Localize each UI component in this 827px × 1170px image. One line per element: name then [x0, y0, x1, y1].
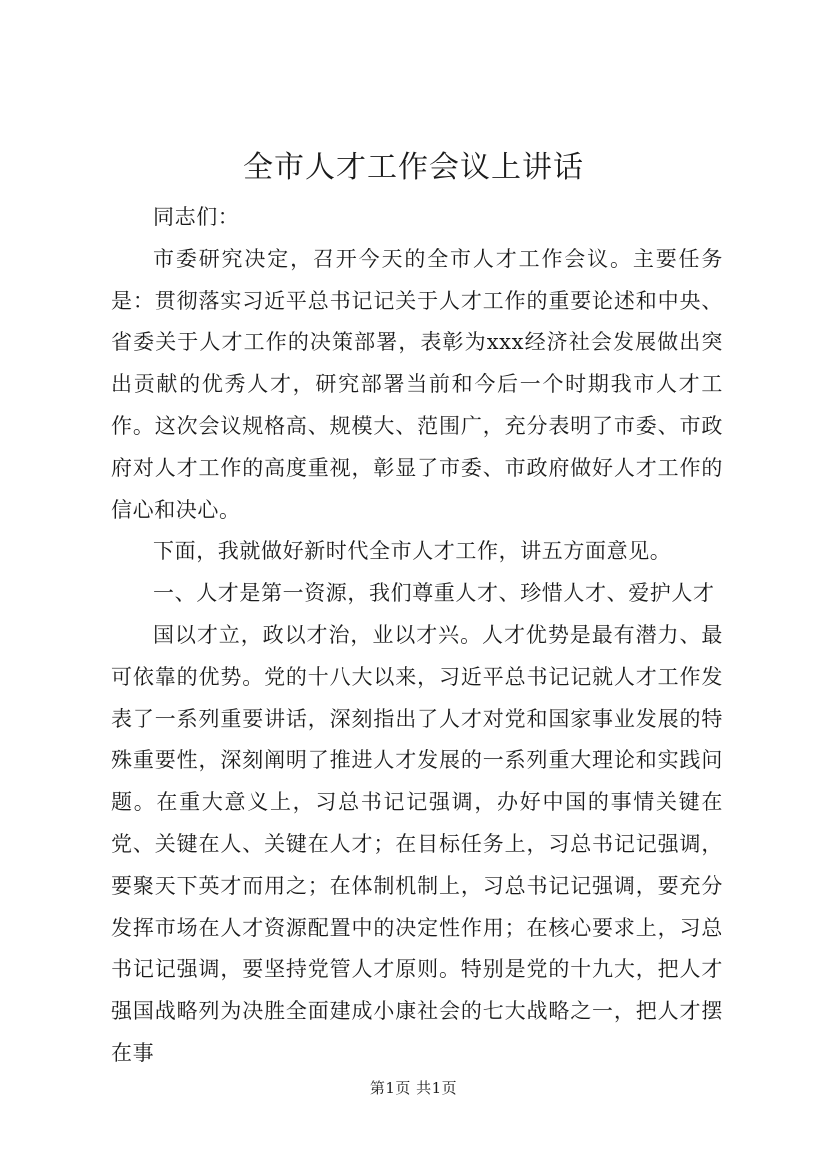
paragraph-intro: 市委研究决定，召开今天的全市人才工作会议。主要任务是：贯彻落实习近平总书记记关于人才工作的重要论述和中央、省委关于人才工作的决策部署，表彰为xxx经济社会发展做出突出贡献的优秀人才，研究部署当前和今后一个时期我市人才工作。这次会议规格高、规模大、范围广，充分表明了市委、市政府对人才工作的高度重视，彰显了市委、市政府做好人才工作的信心和决心。: [111, 246, 723, 522]
paragraph-section-1: 国以才立，政以才治，业以才兴。人才优势是最有潜力、最可依靠的优势。党的十八大以来，习近平总书记记就人才工作发表了一系列重要讲话，深刻指出了人才对党和国家事业发展的特殊重要性，深刻阐明了推进人才发展的一系列重大理论和实践问题。在重大意义上，习总书记记强调，办好中国的事情关键在党、关键在人、关键在人才；在目标任务上，习总书记记强调，要聚天下英才而用之；在体制机制上，习总书记记强调，要充分发挥市场在人才资源配置中的决定性作用；在核心要求上，习总书记记强调，要坚持党管人才原则。特别是党的十九大，把人才强国战略列为决胜全面建成小康社会的七大战略之一，把人才摆在事: [111, 622, 723, 1065]
page-title: 全市人才工作会议上讲话: [243, 150, 584, 185]
page-footer: 第1页 共1页: [369, 1079, 458, 1097]
paragraph-outline: 下面，我就做好新时代全市人才工作，讲五方面意见。: [153, 539, 672, 564]
section-heading-1: 一、人才是第一资源，我们尊重人才、珍惜人才、爱护人才: [153, 581, 715, 606]
document-body: [111, 197, 723, 1075]
salutation: 同志们：: [153, 205, 240, 229]
